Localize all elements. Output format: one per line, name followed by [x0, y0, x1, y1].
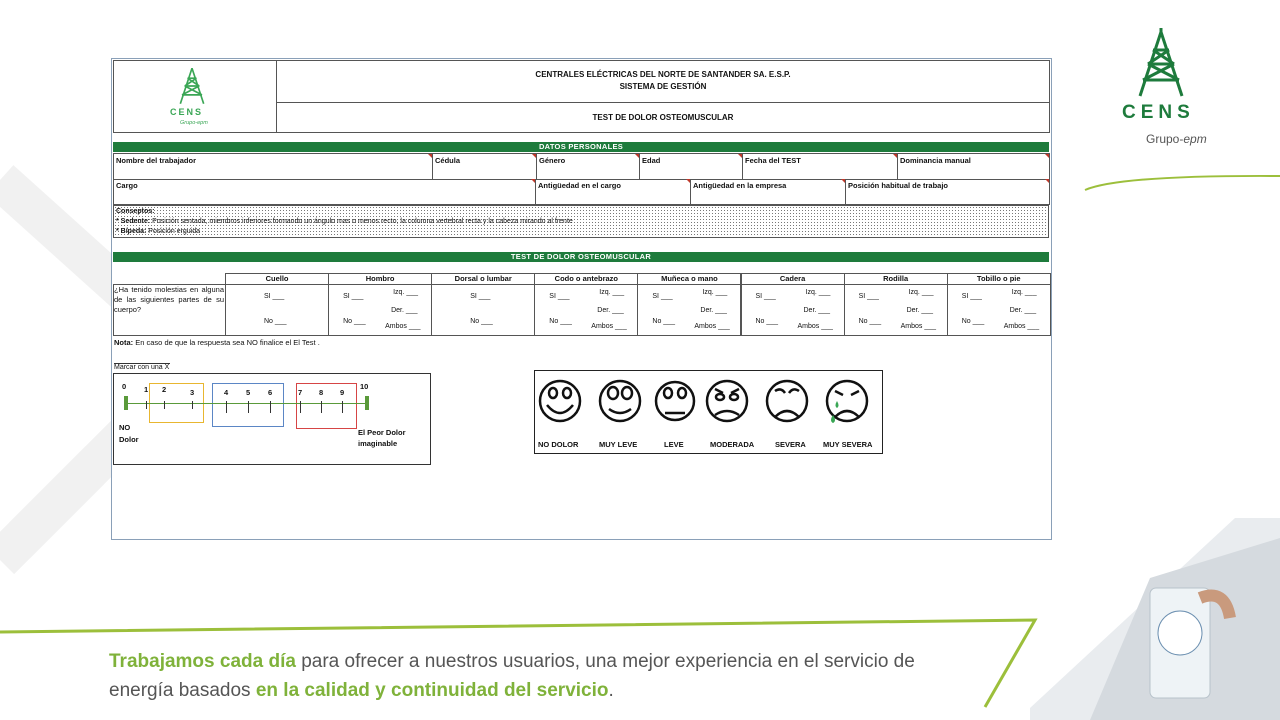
answer-option[interactable]: No ___ [652, 318, 675, 325]
face-label-no-pain: NO DOLOR [538, 440, 579, 449]
personal-field-r1-1[interactable]: Cédula [433, 154, 537, 180]
scale-tick-7[interactable] [300, 401, 301, 413]
answer-option[interactable]: Ambos ___ [385, 323, 421, 330]
answer-option[interactable]: No ___ [343, 318, 366, 325]
body-question: ¿Ha tenido molestias en alguna de las siguientes partes de su cuerpo? [114, 285, 224, 314]
scale-group-severe [296, 383, 357, 429]
answer-option[interactable]: Ambos ___ [797, 323, 833, 330]
answer-option[interactable]: Izq. ___ [908, 289, 934, 296]
test-title: TEST DE DOLOR OSTEOMUSCULAR [592, 113, 734, 122]
form-logo-name: CENS [170, 107, 204, 117]
question-cell [113, 284, 226, 336]
scale-tick-9[interactable] [342, 401, 343, 413]
answer-option[interactable]: SI ___ [549, 293, 570, 300]
form-tower-icon [172, 66, 212, 106]
body-part-answers-5[interactable] [741, 284, 845, 336]
system-name: SISTEMA DE GESTIÓN [619, 82, 707, 91]
answer-option[interactable]: SI ___ [264, 293, 285, 300]
concept-bipeda: * Bípeda: Posición erguida [116, 228, 201, 235]
body-part-answers-4[interactable] [637, 284, 741, 336]
body-part-answers-3[interactable] [534, 284, 638, 336]
answer-option[interactable]: Der. ___ [906, 307, 934, 314]
answer-option[interactable]: No ___ [549, 318, 572, 325]
answer-option[interactable]: No ___ [264, 318, 287, 325]
face-label-very-severe: MUY SEVERA [823, 440, 873, 449]
test-section-header: TEST DE DOLOR OSTEOMUSCULAR [113, 252, 1049, 262]
face-label-moderate: MODERADA [710, 440, 755, 449]
answer-option[interactable]: Der. ___ [803, 307, 830, 314]
form-logo-group: Grupo-epm [180, 120, 208, 126]
concept-sedente: * Sedente: Posición sentada, miembros inferiores formando un ángulo mas o menos recto, la columna vertebral recta y la cabeza mirando al frente [116, 218, 573, 225]
scale-tick-5[interactable] [248, 401, 249, 413]
answer-option[interactable]: Der. ___ [1009, 307, 1037, 314]
body-part-answers-0[interactable] [225, 284, 329, 336]
scale-number-10: 10 [360, 382, 369, 391]
scale-number-7: 7 [298, 388, 303, 397]
personal-field-r1-4[interactable]: Fecha del TEST [743, 154, 898, 180]
personal-row-1 [113, 153, 1050, 180]
personal-field-r1-5[interactable]: Dominancia manual [898, 154, 1050, 180]
scale-tick-2[interactable] [164, 401, 165, 409]
personal-field-r1-2[interactable]: Género [537, 154, 640, 180]
answer-option[interactable]: SI ___ [470, 293, 491, 300]
personal-field-r1-3[interactable]: Edad [640, 154, 743, 180]
personal-field-r2-1[interactable]: Antigüedad en el cargo [536, 179, 691, 205]
answer-option[interactable]: Ambos ___ [694, 323, 730, 330]
test-title-cell [276, 102, 1050, 133]
answer-option[interactable]: Izq. ___ [702, 289, 728, 296]
personal-field-r1-0[interactable]: Nombre del trabajador [114, 154, 433, 180]
face-label-very-mild: MUY LEVE [599, 440, 638, 449]
pain-test-form [111, 58, 1052, 540]
personal-data-header: DATOS PERSONALES [113, 142, 1049, 152]
answer-option[interactable]: SI ___ [343, 293, 364, 300]
face-label-mild: LEVE [664, 440, 684, 449]
scale-tick-1[interactable] [146, 401, 147, 409]
company-header [276, 60, 1050, 103]
worst-pain-label: El Peor Dolor imaginable [358, 428, 406, 448]
answer-option[interactable]: Izq. ___ [393, 289, 419, 296]
body-part-header-7: Tobillo o pie [947, 273, 1051, 285]
body-part-header-5: Cadera [741, 273, 845, 285]
face-label-severe: SEVERA [775, 440, 806, 449]
answer-option[interactable]: Der. ___ [597, 307, 624, 314]
answer-option[interactable]: No ___ [470, 318, 493, 325]
answer-option[interactable]: Ambos ___ [900, 323, 937, 330]
cens-logo-text: CENS [1122, 102, 1195, 123]
footer-line-2: energía basados en la calidad y continuidad del servicio. [109, 680, 614, 701]
scale-end-marker [365, 396, 369, 410]
personal-field-r2-2[interactable]: Antigüedad en la empresa [691, 179, 846, 205]
scale-number-2: 2 [162, 385, 167, 394]
answer-option[interactable]: Izq. ___ [1011, 289, 1037, 296]
no-pain-label: NO Dolor [119, 423, 139, 444]
body-part-header-1: Hombro [328, 273, 432, 285]
scale-number-6: 6 [268, 388, 273, 397]
scale-tick-6[interactable] [270, 401, 271, 413]
scale-number-0: 0 [122, 382, 127, 391]
scale-tick-4[interactable] [226, 401, 227, 413]
scale-number-4: 4 [224, 388, 229, 397]
body-part-answers-7[interactable] [947, 284, 1051, 336]
answer-option[interactable]: SI ___ [961, 293, 982, 300]
scale-number-5: 5 [246, 388, 251, 397]
scale-tick-3[interactable] [192, 401, 193, 409]
answer-option[interactable]: Izq. ___ [805, 289, 831, 296]
concepts-box [113, 205, 1049, 238]
answer-option[interactable]: Ambos ___ [1003, 323, 1040, 330]
scale-number-3: 3 [190, 388, 195, 397]
tower-icon [1126, 28, 1196, 100]
faces-drawing [535, 371, 882, 437]
answer-option[interactable]: Der. ___ [391, 307, 418, 314]
body-part-answers-1[interactable] [328, 284, 432, 336]
water-glass-photo [1030, 518, 1280, 720]
answer-option[interactable]: Ambos ___ [591, 323, 627, 330]
concepts-title: Conseptos: [116, 208, 155, 215]
mark-x-label: Marcar con una X [114, 364, 170, 371]
grupo-epm-text: Grupo-epm [1146, 132, 1207, 146]
body-part-answers-2[interactable] [431, 284, 535, 336]
scale-line [126, 403, 366, 404]
cens-logo [1118, 28, 1228, 153]
company-name: CENTRALES ELÉCTRICAS DEL NORTE DE SANTANDER SA. E.S.P. [535, 70, 791, 79]
scale-start-marker [124, 396, 128, 410]
answer-option[interactable]: Izq. ___ [599, 289, 625, 296]
scale-tick-8[interactable] [321, 401, 322, 413]
body-part-header-3: Codo o antebrazo [534, 273, 638, 285]
body-part-header-4: Muñeca o mano [637, 273, 741, 285]
answer-option[interactable]: SI ___ [652, 293, 673, 300]
body-part-header-2: Dorsal o lumbar [431, 273, 535, 285]
scale-number-1: 1 [144, 385, 149, 394]
answer-option[interactable]: SI ___ [858, 293, 879, 300]
body-part-header-6: Rodilla [844, 273, 948, 285]
body-part-answers-6[interactable] [844, 284, 948, 336]
personal-field-r2-3[interactable]: Posición habitual de trabajo [846, 179, 1050, 205]
answer-option[interactable]: No ___ [858, 318, 882, 325]
personal-field-r2-0[interactable]: Cargo [114, 179, 536, 205]
body-part-header-0: Cuello [225, 273, 329, 285]
pain-scale-box [113, 373, 431, 465]
form-logo-cell [113, 60, 277, 133]
note-line: Nota: En caso de que la respuesta sea NO finalice el El Test . [114, 338, 320, 347]
scale-number-8: 8 [319, 388, 324, 397]
answer-option[interactable]: Der. ___ [700, 307, 727, 314]
answer-option[interactable]: No ___ [755, 318, 779, 325]
scale-number-9: 9 [340, 388, 345, 397]
answer-option[interactable]: No ___ [961, 318, 985, 325]
faces-scale [534, 370, 883, 454]
personal-row-2 [113, 179, 1050, 205]
answer-option[interactable]: SI ___ [755, 293, 776, 300]
footer-line-1: Trabajamos cada día para ofrecer a nuestros usuarios, una mejor experiencia en el servicio de [109, 651, 915, 672]
